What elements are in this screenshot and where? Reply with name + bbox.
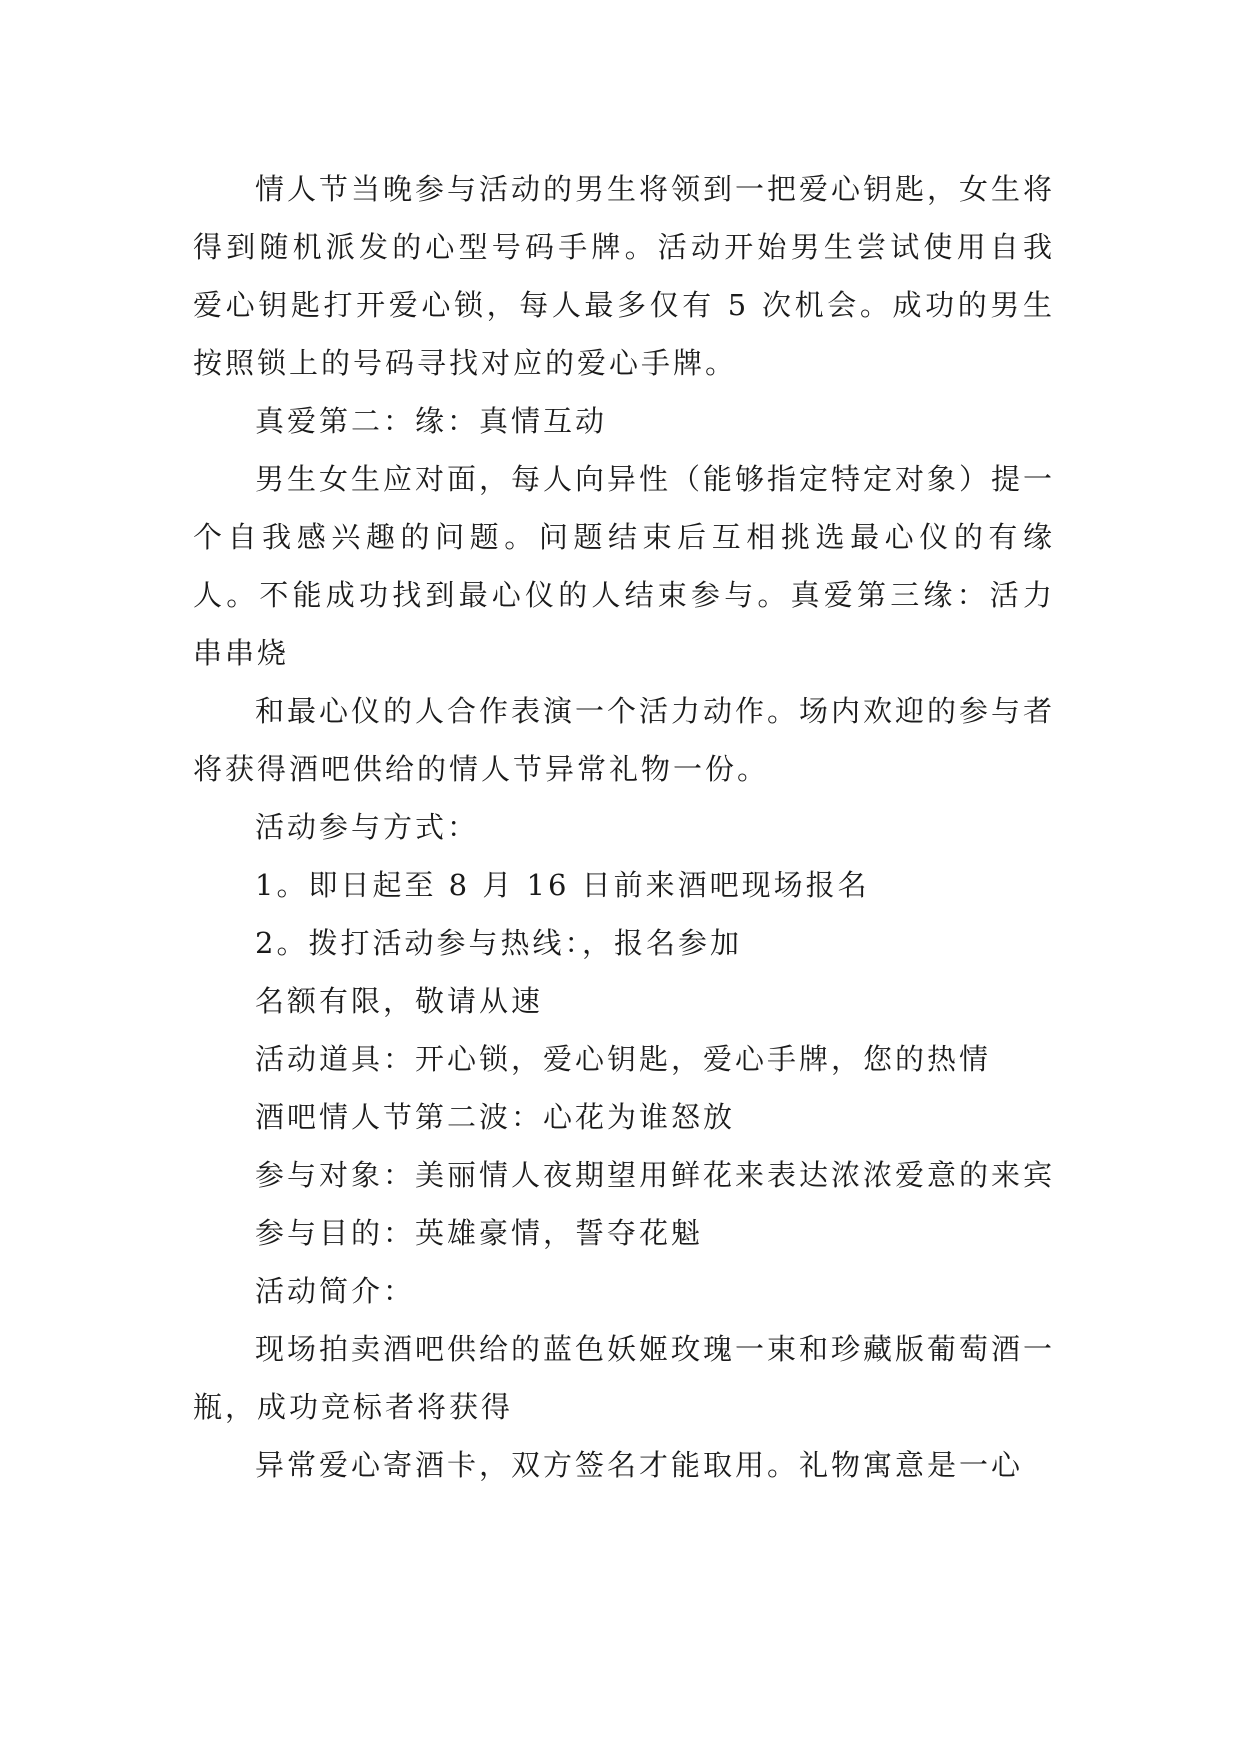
paragraph-4: 和最心仪的人合作表演一个活力动作。场内欢迎的参与者将获得酒吧供给的情人节异常礼物一份。	[193, 694, 1056, 786]
paragraph-3: 男生女生应对面，每人向异性（能够指定特定对象）提一个自我感兴趣的问题。问题结束后互相挑选最心仪的有缘人。不能成功找到最心仪的人结束参与。真爱第三缘：活力串串烧	[193, 462, 1056, 670]
paragraph-1: 情人节当晚参与活动的男生将领到一把爱心钥匙，女生将得到随机派发的心型号码手牌。活动开始男生尝试使用自我爱心钥匙打开爱心锁，每人最多仅有 5 次机会。成功的男生按照锁上的号码寻找对应的爱心手牌。	[193, 172, 1056, 380]
paragraph-2: 真爱第二：缘：真情互动	[255, 404, 608, 438]
paragraph-14: 现场拍卖酒吧供给的蓝色妖姬玫瑰一束和珍藏版葡萄酒一瓶，成功竞标者将获得	[193, 1332, 1056, 1424]
paragraph-8: 名额有限，敬请从速	[255, 984, 544, 1018]
paragraph-10: 酒吧情人节第二波：心花为谁怒放	[255, 1100, 736, 1134]
document-body	[193, 160, 1055, 1494]
paragraph-15: 异常爱心寄酒卡，双方签名才能取用。礼物寓意是一心	[255, 1448, 1024, 1482]
paragraph-9: 活动道具：开心锁，爱心钥匙，爱心手牌，您的热情	[255, 1042, 992, 1076]
paragraph-7: 2。拨打活动参与热线：，报名参加	[255, 926, 742, 960]
paragraph-13: 活动简介：	[255, 1274, 416, 1308]
paragraph-11: 参与对象：美丽情人夜期望用鲜花来表达浓浓爱意的来宾	[255, 1158, 1056, 1192]
paragraph-5: 活动参与方式：	[255, 810, 480, 844]
paragraph-6: 1。即日起至 8 月 16 日前来酒吧现场报名	[255, 868, 870, 902]
paragraph-12: 参与目的：英雄豪情，誓夺花魁	[255, 1216, 704, 1250]
